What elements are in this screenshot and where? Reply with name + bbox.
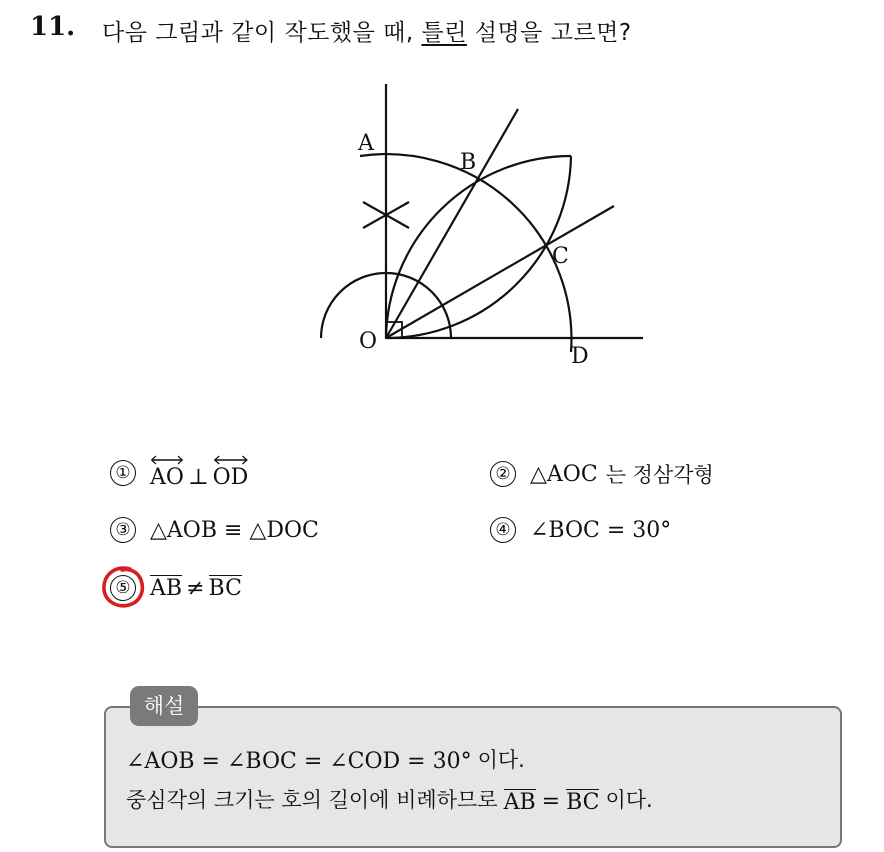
question-text-after: 설명을 고르면?: [474, 20, 632, 46]
solution-suffix: 이다.: [477, 748, 525, 772]
solution-tag: 해설: [130, 686, 198, 726]
segment-bc: BC: [566, 789, 600, 815]
choice-number: ④: [490, 517, 516, 543]
segment-bc: BC: [208, 576, 242, 602]
label-b: B: [460, 150, 477, 175]
double-arrow-icon: [150, 455, 184, 465]
segment-ab: AB: [150, 576, 183, 602]
construction-figure: [300, 80, 660, 380]
label-c: C: [552, 244, 569, 269]
choice-expression: △AOB ≡ △DOC: [150, 517, 319, 543]
choice-number: ⑤: [110, 575, 136, 601]
perp-symbol: ⊥: [187, 465, 209, 490]
line-od: OD: [213, 455, 249, 490]
label-d: D: [571, 344, 589, 369]
solution-box: [104, 706, 842, 848]
label-o: O: [359, 329, 378, 354]
question-text-underlined: 틀린: [421, 20, 467, 46]
choice-1[interactable]: [110, 455, 248, 490]
double-arrow-icon: [213, 455, 249, 465]
choice-expression: △AOC: [530, 461, 598, 487]
line-ao: AO: [150, 455, 184, 490]
answer-circle-mark: [100, 564, 146, 610]
solution-expression: ∠AOB = ∠BOC = ∠COD = 30°: [126, 749, 472, 774]
ray-oc: [386, 206, 614, 338]
solution-line-2: [126, 784, 653, 814]
question-number: 11.: [30, 12, 76, 42]
choice-4[interactable]: [490, 517, 671, 543]
solution-prefix: 중심각의 크기는 호의 길이에 비례하므로: [126, 788, 498, 812]
solution-suffix: 이다.: [605, 788, 653, 812]
choice-number: ③: [110, 517, 136, 543]
solution-line-1: [126, 744, 525, 774]
choice-suffix: 는 정삼각형: [605, 463, 714, 487]
segment-ab: AB: [503, 789, 536, 815]
not-equal-symbol: ≠: [186, 575, 205, 601]
question-text: [102, 14, 632, 47]
choice-expression: ∠BOC = 30°: [530, 517, 672, 543]
choice-3[interactable]: [110, 517, 319, 543]
choice-number: ①: [110, 460, 136, 486]
question-text-before: 다음 그림과 같이 작도했을 때,: [102, 20, 414, 46]
label-a: A: [358, 131, 374, 156]
choice-2[interactable]: [490, 459, 714, 489]
equals-symbol: =: [541, 789, 561, 814]
choice-number: ②: [490, 461, 516, 487]
ray-ob: [386, 109, 518, 338]
